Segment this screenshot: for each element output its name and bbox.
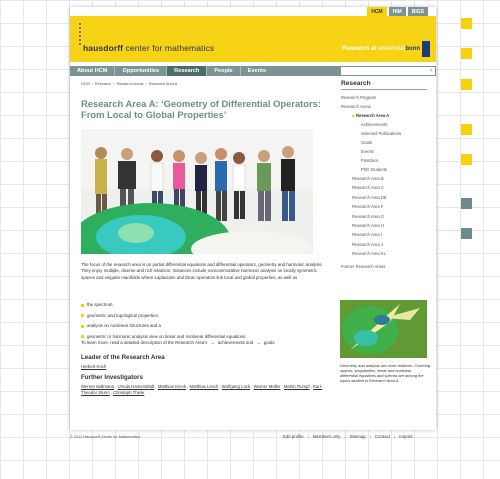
sidebar-image [340, 300, 427, 358]
bullet-icon [81, 335, 84, 338]
footer-link-imprint[interactable]: Imprint [399, 434, 413, 439]
decor-square [461, 48, 472, 59]
investigator-link[interactable]: Matthias Lesch [189, 384, 219, 389]
site-logo[interactable] [83, 43, 214, 53]
sidebar-subitem[interactable]: Goals [361, 140, 372, 145]
nav-research[interactable]: Research [167, 66, 207, 76]
research-photo [81, 129, 313, 254]
breadcrumb-item[interactable]: Research [94, 82, 112, 86]
investigator-link[interactable]: Matthias Kreck [157, 384, 187, 389]
sidebar-item[interactable]: Research Areas [341, 104, 371, 109]
list-item: the spectrum, [81, 300, 247, 311]
university-name: universität [377, 46, 406, 52]
research-photo-svg [81, 129, 313, 254]
sidebar-item[interactable]: Research Area G [352, 213, 385, 219]
search-input[interactable] [341, 67, 427, 75]
logo-bold: hausdorff [83, 43, 124, 53]
main-nav [70, 66, 436, 76]
page-container [70, 7, 436, 430]
arrow-right-icon: → [256, 340, 261, 345]
top-link-him[interactable]: HIM [389, 7, 406, 17]
investigators-heading: Further Investigators [81, 374, 143, 381]
sidebar-subitem[interactable]: Postdocs [361, 158, 379, 163]
page-title: Research Area A: ‘Geometry of Differential Operators: From Local to Global Properties’ [81, 98, 321, 120]
bullet-icon [81, 304, 84, 307]
decor-square [461, 79, 472, 90]
decor-square [461, 198, 472, 209]
achievements-link[interactable]: achievements and [217, 340, 254, 345]
investigator-link[interactable]: Christoph Thiele [113, 390, 145, 395]
investigator-link[interactable]: Werner Müller [253, 384, 281, 389]
sidebar-item[interactable]: Research Area J [352, 241, 383, 247]
nav-opportunities[interactable]: Opportunities [115, 66, 167, 76]
footer-links: Edit profile | Members only | Sitemap | Contact | Imprint [283, 434, 413, 439]
site-header [70, 16, 436, 62]
nav-about[interactable]: About HCM [70, 66, 115, 76]
sidebar-subitem[interactable]: Events [361, 149, 374, 154]
breadcrumb-item: Research Area A [148, 82, 178, 86]
decor-square [461, 124, 472, 135]
footer-link-edit-profile[interactable]: Edit profile [283, 434, 304, 439]
sidebar-subitem[interactable]: Selected Publications [361, 131, 402, 136]
top-link-hcm[interactable]: HCM [367, 7, 386, 17]
university-name-bold: bonn [405, 46, 420, 52]
university-text [342, 46, 420, 52]
decor-square [461, 228, 472, 239]
sidebar [341, 80, 436, 271]
sidebar-item[interactable]: Research Area C [352, 185, 384, 191]
sidebar-item[interactable]: Former Research Areas [341, 263, 386, 269]
investigator-link[interactable]: Werner Ballmann [81, 384, 115, 389]
sidebar-item[interactable]: Research Area DE [352, 194, 387, 200]
investigator-link[interactable]: Karl-Theodor Sturm [81, 384, 323, 395]
intro-paragraph: The focus of the research area is on partial differential equations and differential operators, geometry and harmonic analysis. They enjoy multiple, diverse and rich relations. Instances include noncommutative harmonic analysis on locally symmetric spaces and singular manifolds where Laplacians and Dirac operators link local and global properties, as well as [81, 262, 323, 280]
university-logo[interactable] [342, 41, 430, 57]
bullet-icon [81, 314, 84, 317]
sidebar-item[interactable]: Research Area KL [352, 251, 386, 257]
sidebar-item[interactable]: Research Area I [352, 232, 383, 238]
decor-square [461, 154, 472, 165]
sidebar-caption: Geometry and analysis are close relatives. Covering spaces, singularities, linear and nonlinear differential equations and spectra are among the topics studied in Research Area A. [340, 363, 430, 383]
logo-dots-icon [79, 23, 82, 47]
breadcrumb-item[interactable]: Research Areas [116, 82, 144, 86]
list-item: geometric and topological properties, [81, 311, 247, 322]
list-item: analysis on nonlinear structures and a [81, 321, 247, 332]
university-prefix: Research at [342, 46, 378, 52]
sidebar-subitem[interactable]: Achievements [361, 122, 388, 127]
sidebar-item[interactable]: Research Area H [352, 222, 384, 228]
arrow-right-icon: → [210, 340, 215, 345]
decor-square [461, 18, 472, 29]
topic-list [81, 300, 247, 342]
footer-link-contact[interactable]: Contact [374, 434, 390, 439]
logo-rest: center for mathematics [123, 43, 215, 53]
university-crest-icon [422, 41, 430, 57]
sidebar-item-active[interactable]: Research Area A [341, 111, 436, 120]
nav-people[interactable]: People [207, 66, 240, 76]
sidebar-item[interactable]: Research Area F [352, 204, 384, 210]
breadcrumb: HCM › Research › Research Areas › Research Area A [81, 82, 178, 86]
sidebar-item[interactable]: Research Area B [352, 176, 384, 181]
sidebar-image-svg [340, 300, 427, 358]
investigator-link[interactable]: Martin Rumpf [283, 384, 310, 389]
investigators-list: Werner Ballmann, Ursula Hamenstädt, Matthias Kreck, Matthias Lesch, Wolfgang Lück, Werner Müller, Martin Rumpf, Karl-Theodor Sturm, Christoph Thiele [81, 384, 323, 395]
sidebar-title[interactable]: Research [341, 80, 427, 90]
leader-heading: Leader of the Research Area [81, 354, 165, 361]
footer-link-members[interactable]: Members only [312, 434, 341, 439]
search-go-button[interactable]: › [427, 67, 435, 75]
investigator-link[interactable]: Ursula Hamenstädt [117, 384, 155, 389]
bullet-icon [81, 325, 84, 328]
site-footer [70, 433, 436, 443]
top-link-bigs[interactable]: BIGS [408, 7, 428, 17]
list-item: geometric or harmonic analysis view on linear and nonlinear differential equations. [81, 332, 247, 343]
sidebar-item[interactable]: Research Program [341, 95, 377, 100]
learn-more: To learn more, read a detailed description of the Research Area’s → achievements and → goals. [81, 340, 276, 345]
leader-link[interactable]: Herbert Koch [81, 364, 107, 369]
copyright: © 2012 Hausdorff Center for Mathematics [70, 435, 141, 439]
nav-events[interactable]: Events [247, 68, 267, 74]
sidebar-subitem[interactable]: PhD Students [361, 167, 387, 172]
goals-link[interactable]: goals. [263, 340, 276, 345]
investigator-link[interactable]: Wolfgang Lück [221, 384, 251, 389]
footer-link-sitemap[interactable]: Sitemap [349, 434, 366, 439]
breadcrumb-item[interactable]: HCM [81, 82, 90, 86]
